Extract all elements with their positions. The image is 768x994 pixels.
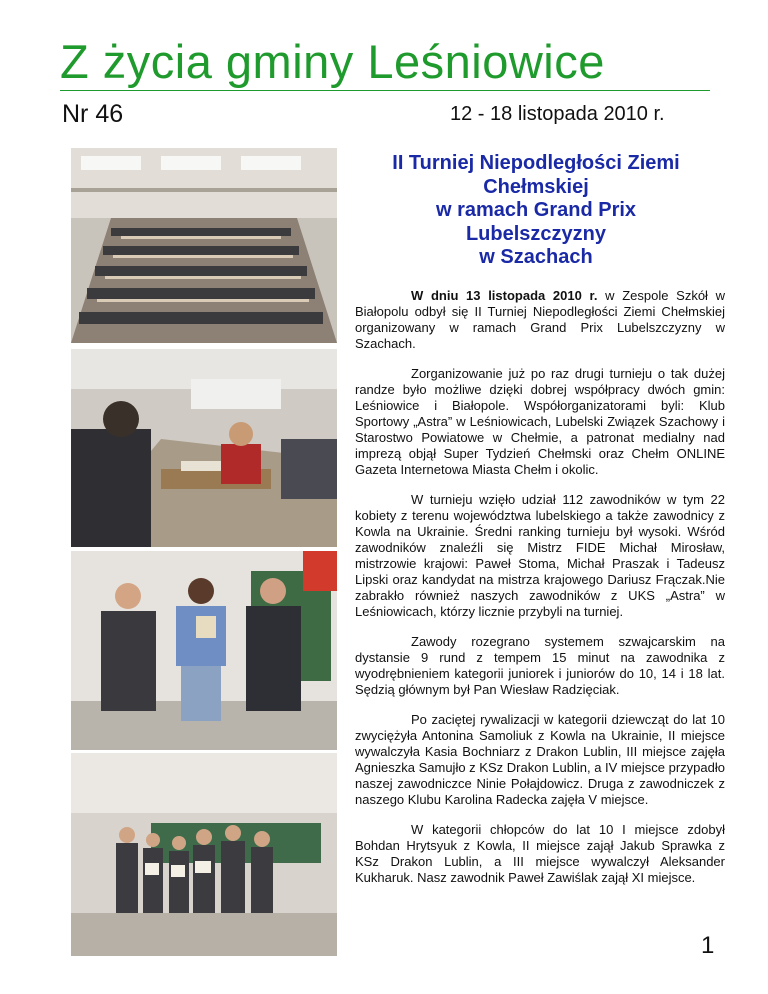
photo-chess-players bbox=[71, 349, 337, 547]
photo-winners-group bbox=[71, 753, 337, 956]
headline-line: w ramach Grand Prix bbox=[435, 199, 637, 222]
paragraph: Zorganizowanie już po raz drugi turnieju o tak dużej randze było możliwe dzięki dobrej współpracy dwóch gmin: Leśniowice i Białopole. Współorganizatorami byli: Klub Sportowy „Astra” w Leśniowicach, Lubelski Związek Szachowy i Starostwo Powiatowe w Chełmie, a patronat medialny nad imprezą objął Super Tydzień Chełmski oraz Chełm ONLINE Gazeta Internetowa Miasta Chełm i okolic. bbox=[355, 366, 725, 477]
paragraph-text: w Zespole Szkół w Białopolu odbył się II Turniej Niepodległości Ziemi Chełmskiej organizowany w ramach Grand Prix Lubelszczyzny w Szachach. bbox=[355, 288, 725, 351]
headline-line: Chełmskiej bbox=[483, 175, 589, 198]
headline-line: w Szachach bbox=[479, 246, 593, 269]
issue-number: Nr 46 bbox=[62, 100, 124, 128]
paragraph: W kategorii chłopców do lat 10 I miejsce zdobył Bohdan Hrytsyuk z Kowla, II miejsce zajął Jakub Sprawka z KSz Drakon Lublin, a III miejsce wywalczył Aleksander Kukharuk. Nasz zawodnik Paweł Zawiślak zajął XI miejsce. bbox=[355, 822, 725, 885]
paragraph: W turnieju wzięło udział 112 zawodników w tym 22 kobiety z terenu województwa lubelskiego a także zawodnicy z Kowla na Ukrainie. Średni ranking turnieju był wysoki. Wśród zawodników znaleźli się Mistrz FIDE Michał Mirosław, mistrzowie krajowi: Paweł Stoma, Michał Praszak i Tadeusz Lipski oraz kandydat na mistrza krajowego Dariusz Frączak.Nie zabrakło również naszych zawodników z UKS „Astra” w Leśniowicach, którzy licznie przybyli na turniej. bbox=[355, 492, 725, 619]
headline-line: II Turniej Niepodległości Ziemi bbox=[392, 152, 680, 174]
issue-dates: 12 - 18 listopada 2010 r. bbox=[450, 103, 665, 125]
photo-award-ceremony bbox=[71, 551, 337, 750]
masthead-rule bbox=[60, 90, 710, 91]
masthead-title: Z życia gminy Leśniowice bbox=[60, 35, 605, 88]
article-headline bbox=[350, 152, 722, 270]
lead-text: W dniu 13 listopada 2010 r. bbox=[411, 288, 598, 303]
paragraph bbox=[355, 288, 725, 352]
paragraph: Zawody rozegrano systemem szwajcarskim na dystansie 9 rund z tempem 15 minut na zawodnika z wyodrębnieniem kategorii juniorek i juniorów do 10, 14 i 18 lat. Sędzią głównym był Pan Wiesław Radzięciak. bbox=[355, 634, 725, 697]
headline-line: Lubelszczyzny bbox=[465, 222, 607, 245]
photo-tournament-hall bbox=[71, 148, 337, 343]
page-number: 1 bbox=[701, 932, 715, 959]
article-body bbox=[355, 288, 725, 900]
paragraph: Po zaciętej rywalizacji w kategorii dziewcząt do lat 10 zwyciężyła Antonina Samoliuk z Kowla na Ukrainie, II miejsce wywalczyła Kasia Bochniarz z Drakon Lublin, III miejsce zajęła Agnieszka Samujło z KSz Drakon Lublin, a IV miejsce przypadło naszej zawodniczce Ninie Połajdowicz. Druga z zawodniczek z naszego Klubu Karolina Radecka zajęła V miejsce. bbox=[355, 712, 725, 807]
